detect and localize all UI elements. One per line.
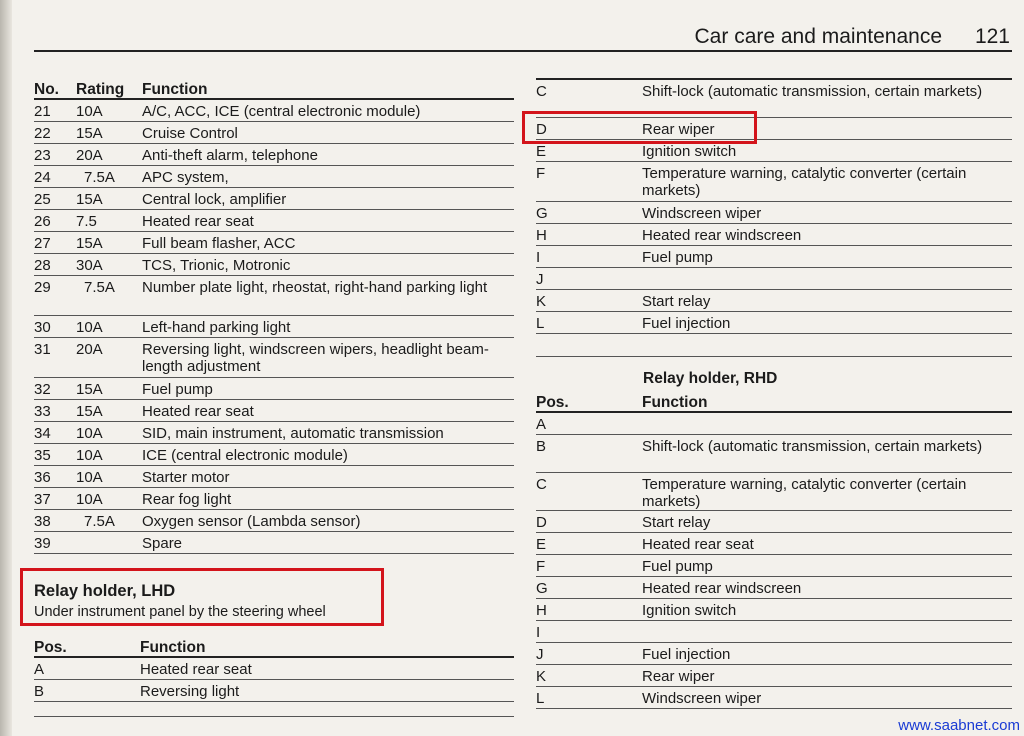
fuse-rating: 10A (76, 491, 103, 508)
fuse-rating: 10A (76, 103, 103, 120)
fuse-function: Oxygen sensor (Lambda sensor) (142, 513, 361, 530)
fuse-rating: 7.5 (76, 213, 97, 230)
fuse-no: 32 (34, 381, 51, 398)
table-row (536, 162, 1012, 202)
relay-function: Heated rear seat (140, 661, 252, 678)
relay-lhd-subtitle: Under instrument panel by the steering wheel (34, 604, 326, 620)
table-row (536, 413, 1012, 435)
fuse-function: Anti-theft alarm, telephone (142, 147, 318, 164)
fuse-rating: 10A (76, 469, 103, 486)
table-row (536, 268, 1012, 290)
fuse-no: 29 (34, 279, 51, 296)
relay-function: Ignition switch (642, 143, 737, 160)
relay-function (642, 416, 1012, 434)
fuse-rating: 7.5A (84, 513, 115, 530)
relay-function: Fuel pump (642, 558, 713, 575)
fuse-function: Full beam flasher, ACC (142, 235, 296, 252)
fuse-no: 21 (34, 103, 51, 120)
relay-pos: B (34, 683, 45, 700)
relay-function (642, 271, 1012, 289)
table-row (34, 422, 514, 444)
table-row (34, 144, 514, 166)
table-row (536, 577, 1012, 599)
fuse-table-header (34, 78, 514, 100)
header-function: Function (140, 639, 206, 656)
table-row (34, 400, 514, 422)
fuse-function: Fuel pump (142, 381, 213, 398)
relay-rhd-header (536, 391, 1012, 413)
fuse-function: Number plate light, rheostat, right-hand parking light (142, 279, 488, 296)
relay-function: Shift-lock (automatic transmission, certain markets) (642, 438, 983, 455)
relay-pos: J (536, 271, 544, 288)
relay-pos: H (536, 602, 547, 619)
table-row (34, 188, 514, 210)
relay-rhd-table (536, 391, 1012, 709)
relay-function: Temperature warning, catalytic converter (certain markets) (642, 165, 967, 199)
table-row (34, 276, 514, 316)
fuse-rating: 15A (76, 125, 103, 142)
relay-pos: I (536, 624, 541, 641)
fuse-function: Spare (142, 535, 183, 552)
fuse-no: 34 (34, 425, 51, 442)
table-row (34, 232, 514, 254)
rear-wiper-highlight-box (522, 111, 757, 144)
relay-pos: F (536, 165, 546, 182)
table-row (536, 621, 1012, 643)
table-row (34, 100, 514, 122)
table-row (536, 687, 1012, 709)
table-row (34, 444, 514, 466)
relay-function: Shift-lock (automatic transmission, certain markets) (642, 83, 983, 100)
fuse-no: 23 (34, 147, 51, 164)
fuse-no: 27 (34, 235, 51, 252)
fuse-rating: 10A (76, 425, 103, 442)
relay-function: Heated rear seat (642, 536, 754, 553)
page-spine-shadow (0, 0, 12, 736)
relay-function: Windscreen wiper (642, 205, 762, 222)
page-header (34, 26, 1012, 52)
fuse-function: Central lock, amplifier (142, 191, 287, 208)
fuse-function: Heated rear seat (142, 403, 254, 420)
header-no: No. (34, 81, 59, 98)
fuse-no: 24 (34, 169, 51, 186)
fuse-no: 30 (34, 319, 51, 336)
fuse-rating: 15A (76, 191, 103, 208)
fuse-function: Starter motor (142, 469, 230, 486)
relay-function: Fuel injection (642, 646, 731, 663)
fuse-function: TCS, Trionic, Motronic (142, 257, 291, 274)
table-row (34, 680, 514, 702)
fuse-no: 39 (34, 535, 51, 552)
fuse-rating: 15A (76, 381, 103, 398)
fuse-rating (76, 535, 142, 553)
fuse-rating: 15A (76, 403, 103, 420)
table-row (34, 658, 514, 680)
table-row (34, 510, 514, 532)
fuse-no: 38 (34, 513, 51, 530)
relay-pos: B (536, 438, 547, 455)
relay-function: Windscreen wiper (642, 690, 762, 707)
table-row (34, 532, 514, 554)
relay-pos: K (536, 668, 547, 685)
header-pos: Pos. (34, 639, 67, 656)
relay-pos: K (536, 293, 547, 310)
table-row (34, 210, 514, 232)
fuse-rating: 10A (76, 319, 103, 336)
fuse-no: 22 (34, 125, 51, 142)
table-row (34, 254, 514, 276)
fuse-function: Reversing light, windscreen wipers, headlight beam-length adjustment (142, 341, 489, 375)
fuse-rating: 20A (76, 147, 103, 164)
fuse-rating: 30A (76, 257, 103, 274)
fuse-no: 33 (34, 403, 51, 420)
fuse-function: Cruise Control (142, 125, 238, 142)
relay-pos: A (536, 416, 547, 433)
table-row (536, 435, 1012, 473)
fuse-rating: 10A (76, 447, 103, 464)
fuse-rating: 7.5A (84, 279, 115, 296)
page-number: 121 (974, 25, 1010, 48)
relay-function: Heated rear windscreen (642, 580, 802, 597)
relay-function: Reversing light (140, 683, 240, 700)
fuse-table (34, 78, 514, 554)
relay-pos: J (536, 646, 544, 663)
table-row (34, 166, 514, 188)
relay-function: Fuel pump (642, 249, 713, 266)
fuse-function: Left-hand parking light (142, 319, 291, 336)
relay-pos: C (536, 476, 547, 493)
watermark-link[interactable]: www.saabnet.com (898, 717, 1020, 734)
relay-pos: A (34, 661, 45, 678)
fuse-no: 25 (34, 191, 51, 208)
fuse-function: APC system, (142, 169, 229, 186)
relay-lhd-table (34, 636, 514, 717)
relay-function: Start relay (642, 514, 711, 531)
relay-function: Rear wiper (642, 121, 715, 138)
fuse-function: SID, main instrument, automatic transmission (142, 425, 444, 442)
relay-pos: G (536, 580, 548, 597)
table-row (34, 122, 514, 144)
relay-lhd-title: Relay holder, LHD (34, 582, 176, 600)
relay-pos: G (536, 205, 548, 222)
header-function: Function (142, 81, 208, 98)
table-row (536, 290, 1012, 312)
relay-pos: E (536, 536, 547, 553)
relay-lhd-header (34, 636, 514, 658)
table-row (536, 643, 1012, 665)
table-row (536, 511, 1012, 533)
header-function: Function (642, 394, 708, 411)
fuse-function: Heated rear seat (142, 213, 254, 230)
fuse-no: 35 (34, 447, 51, 464)
fuse-rating: 15A (76, 235, 103, 252)
table-row (536, 599, 1012, 621)
relay-function: Fuel injection (642, 315, 731, 332)
relay-pos: L (536, 690, 545, 707)
header-pos: Pos. (536, 394, 569, 411)
table-row (536, 665, 1012, 687)
table-row (34, 488, 514, 510)
relay-function: Ignition switch (642, 602, 737, 619)
header-rating: Rating (76, 81, 125, 98)
relay-function: Start relay (642, 293, 711, 310)
table-row (34, 378, 514, 400)
fuse-no: 26 (34, 213, 51, 230)
relay-function (642, 624, 1012, 642)
table-row (34, 338, 514, 378)
relay-pos: D (536, 121, 547, 138)
relay-pos: I (536, 249, 541, 266)
relay-pos: E (536, 143, 547, 160)
fuse-no: 37 (34, 491, 51, 508)
table-row (536, 473, 1012, 511)
fuse-function: Rear fog light (142, 491, 232, 508)
divider (536, 334, 1012, 357)
table-row (34, 316, 514, 338)
relay-pos: H (536, 227, 547, 244)
relay-pos: L (536, 315, 545, 332)
fuse-no: 31 (34, 341, 51, 358)
table-row (536, 555, 1012, 577)
relay-pos: F (536, 558, 546, 575)
fuse-no: 28 (34, 257, 51, 274)
fuse-rating: 7.5A (84, 169, 115, 186)
relay-pos: C (536, 83, 547, 100)
page-title: Car care and maintenance (694, 25, 942, 48)
fuse-no: 36 (34, 469, 51, 486)
table-row (536, 224, 1012, 246)
divider (34, 702, 514, 717)
relay-function: Temperature warning, catalytic converter (certain markets) (642, 476, 967, 510)
relay-pos: D (536, 514, 547, 531)
table-row (34, 466, 514, 488)
table-row (536, 312, 1012, 334)
table-row (536, 533, 1012, 555)
table-row (536, 202, 1012, 224)
relay-function: Heated rear windscreen (642, 227, 802, 244)
fuse-function: ICE (central electronic module) (142, 447, 348, 464)
fuse-rating: 20A (76, 341, 103, 358)
relay-rhd-title: Relay holder, RHD (643, 370, 778, 387)
relay-function: Rear wiper (642, 668, 715, 685)
fuse-function: A/C, ACC, ICE (central electronic module) (142, 103, 421, 120)
table-row (536, 246, 1012, 268)
